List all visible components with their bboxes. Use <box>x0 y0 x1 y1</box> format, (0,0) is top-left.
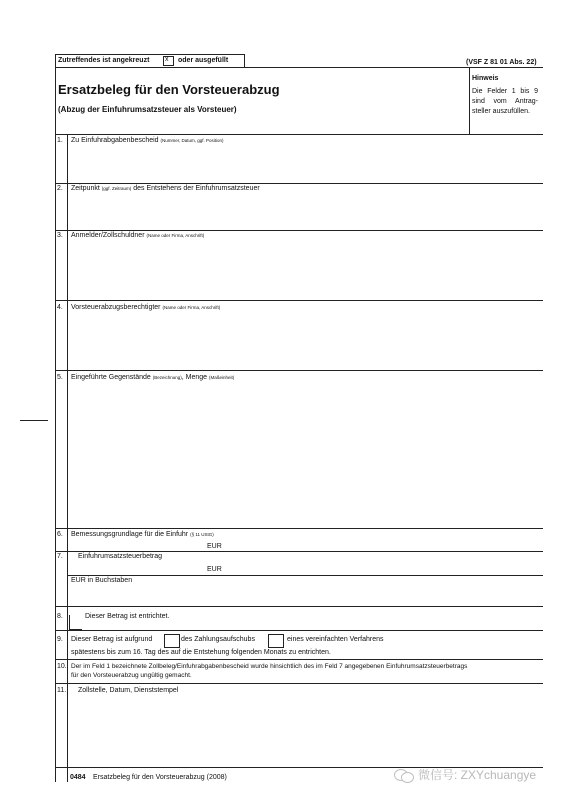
field-9-number: 9. <box>57 636 63 643</box>
legend-checkmark: x <box>165 56 169 63</box>
field-6-bottom <box>55 551 543 552</box>
field-10-number: 10. <box>57 663 67 670</box>
field-3-number: 3. <box>57 232 63 239</box>
hint-title: Hinweis <box>472 75 499 82</box>
field-8-bottom <box>55 630 543 631</box>
field-5-label <box>71 374 234 381</box>
field-4-label-text: Vorsteuerabzugsberechtigter <box>71 304 161 311</box>
field-2-label-text: Zeitpunkt <box>71 185 100 192</box>
page-subtitle: (Abzug der Einfuhrumsatzsteuer als Vorsteuer) <box>58 105 237 114</box>
field-9-deferral-checkbox[interactable] <box>164 634 180 648</box>
field-5-note: (Bezeichnung) <box>152 375 182 380</box>
form-code: (VSF Z 81 01 Abs. 22) <box>466 59 537 66</box>
field-4-number: 4. <box>57 304 63 311</box>
fold-mark <box>20 420 48 421</box>
field-4-input[interactable] <box>68 314 542 369</box>
watermark <box>394 766 536 783</box>
field-6-unit: EUR <box>207 543 222 550</box>
field-5-bottom <box>55 528 543 529</box>
field-8-number: 8. <box>57 613 63 620</box>
field-3-label <box>71 232 204 239</box>
page-title: Ersatzbeleg für den Vorsteuerabzug <box>58 82 280 97</box>
field-3-label-text: Anmelder/Zollschuldner <box>71 232 145 239</box>
field-7-unit: EUR <box>207 566 222 573</box>
field-2-label-text-2: des Entstehens der Einfuhrumsatzsteuer <box>133 185 260 192</box>
title-bottom-line <box>55 134 543 135</box>
field-7-bottom <box>55 606 543 607</box>
field-4-label <box>71 304 220 311</box>
field-6-note: (§ 11 UStG) <box>190 532 214 537</box>
field-1-note: (Nummer, Datum, ggf. Position) <box>160 138 224 143</box>
field-9-option-deferral: des Zahlungsaufschubs <box>181 636 255 643</box>
field-4-bottom <box>55 370 543 371</box>
field-5-label-text-2: , Menge <box>181 374 208 381</box>
hint-divider <box>469 67 470 134</box>
watermark-text: 微信号: ZXYchuangye <box>418 768 537 782</box>
field-7-words-label: EUR in Buchstaben <box>71 577 133 584</box>
hint-line-3: steller auszufüllen. <box>472 108 530 115</box>
field-1-number: 1. <box>57 137 63 144</box>
field-11-label: Zollstelle, Datum, Dienststempel <box>78 687 179 694</box>
field-6-label-text: Bemessungsgrundlage für die Einfuhr <box>71 531 189 538</box>
field-5-input[interactable] <box>68 384 542 526</box>
field-9-line-2: spätestens bis zum 16. Tag des auf die Entstehung folgenden Monats zu entrichten. <box>71 649 331 656</box>
field-10-line-2: für den Vorsteuerabzug ungültig gemacht. <box>71 672 192 679</box>
field-7-number: 7. <box>57 553 63 560</box>
field-3-note: (Name oder Firma, Anschrift) <box>146 233 205 238</box>
field-2-input[interactable] <box>68 195 542 229</box>
field-5-label-text: Eingeführte Gegenstände <box>71 374 151 381</box>
hint-line-2: sind vom Antrag- <box>472 98 538 105</box>
field-1-bottom <box>55 183 543 184</box>
field-9-simplified-checkbox[interactable] <box>268 634 284 648</box>
field-3-input[interactable] <box>68 242 542 299</box>
field-11-number: 11. <box>57 687 67 694</box>
frame-left <box>55 67 56 782</box>
field-2-note: (ggf. Zeitraum) <box>101 186 132 191</box>
field-5-note-2: (Maßeinheit) <box>209 375 235 380</box>
field-8-checkbox[interactable] <box>69 615 82 630</box>
field-3-bottom <box>55 300 543 301</box>
field-7-label: Einfuhrumsatzsteuerbetrag <box>78 553 163 560</box>
legend-text: Zutreffendes ist angekreuzt <box>58 57 150 64</box>
field-9-bottom <box>55 659 543 660</box>
field-1-label-text: Zu Einfuhrabgabenbescheid <box>71 137 159 144</box>
field-2-bottom <box>55 230 543 231</box>
field-6-input[interactable] <box>68 541 204 550</box>
field-7-input[interactable] <box>68 563 204 573</box>
field-8-label: Dieser Betrag ist entrichtet. <box>85 613 170 620</box>
field-10-bottom <box>55 683 543 684</box>
field-4-note: (Name oder Firma, Anschrift) <box>162 305 221 310</box>
footer-form-title: Ersatzbeleg für den Vorsteuerabzug (2008) <box>93 774 227 781</box>
field-7-words-input[interactable] <box>68 586 542 605</box>
field-1-input[interactable] <box>68 146 542 182</box>
legend-or-filled: oder ausgefüllt <box>178 57 229 64</box>
hint-line-1: Die Felder 1 bis 9 <box>472 88 538 95</box>
field-2-number: 2. <box>57 185 63 192</box>
field-5-number: 5. <box>57 374 63 381</box>
field-1-label <box>71 137 224 144</box>
field-2-label <box>71 185 260 192</box>
wechat-icon <box>394 768 414 782</box>
field-6-number: 6. <box>57 531 63 538</box>
field-9-label: Dieser Betrag ist aufgrund <box>71 636 153 643</box>
field-10-line-1: Der im Feld 1 bezeichnete Zollbeleg/Einfuhrabgabenbescheid wurde hinsichtlich des im Feld 7 angegebenen Einfuhrumsatzsteuerbetrags <box>71 663 468 670</box>
field-6-label <box>71 531 214 538</box>
footer-form-number: 0484 <box>70 774 86 781</box>
field-7-mid <box>67 575 543 576</box>
field-9-option-simplified: eines vereinfachten Verfahrens <box>287 636 384 643</box>
